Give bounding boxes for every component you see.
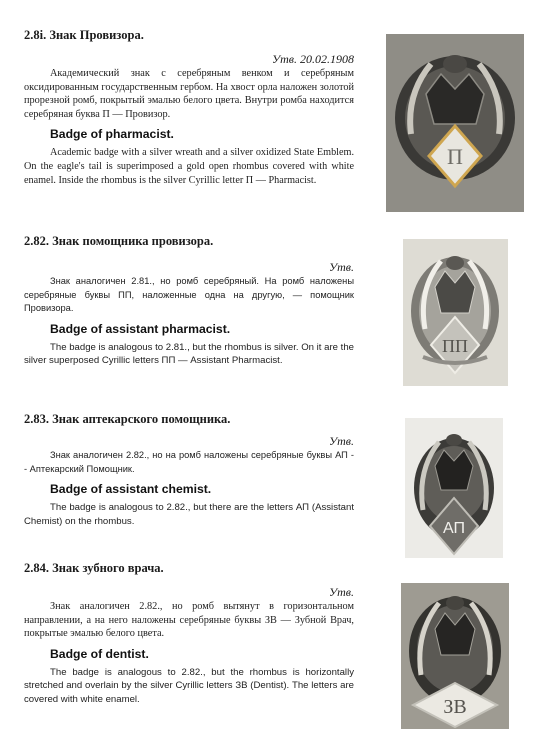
assistant-chemist-badge-photo bbox=[405, 418, 503, 558]
approval-date: Утв. bbox=[329, 434, 354, 448]
english-description: The badge is analogous to 2.81., but the rhombus is silver. On it are the silver superposed Cyrillic letters ПП — Assistant Pharmacist. bbox=[24, 341, 354, 367]
svg-text:ПП: ПП bbox=[442, 336, 468, 356]
svg-text:АП: АП bbox=[443, 520, 465, 537]
entry-assistant-pharmacist bbox=[24, 234, 354, 368]
entry-heading: 2.83. Знак аптекарского помощника. bbox=[24, 412, 231, 426]
russian-description: Академический знак с серебряным венком и серебряным оксидированным государственным гербом. На хвост орла наложен золотой прорезной ромб, покрытый эмалью белого цвета. Внутри ромба находится серебряная буква П — Провизор. bbox=[24, 68, 354, 120]
entry-heading: 2.82. Знак помощника провизора. bbox=[24, 234, 214, 248]
english-title: Badge of assistant chemist. bbox=[50, 482, 212, 497]
approval-date: Утв. bbox=[329, 260, 354, 274]
svg-text:ЗВ: ЗВ bbox=[443, 696, 467, 718]
russian-description: Знак аналогичен 2.82., но ромб вытянут в горизонтальном направлении, а на него наложены серебряные буквы ЗВ — Зубной Врач, покрытые эмалью белого цвета. bbox=[24, 601, 354, 640]
entry-assistant-chemist bbox=[24, 412, 354, 528]
dentist-badge-photo bbox=[401, 583, 509, 729]
english-title: Badge of dentist. bbox=[50, 646, 149, 661]
pharmacist-badge-photo bbox=[386, 34, 524, 212]
assistant-pharmacist-badge-photo bbox=[403, 239, 508, 386]
approval-date: Утв. 20.02.1908 bbox=[272, 52, 354, 66]
entry-pharmacist bbox=[24, 28, 354, 187]
english-description: Academic badge with a silver wreath and a silver oxidized State Emblem. On the eagle's tail is superimposed a gold open rhombus covered with white enamel. Inside the rhombus is the silver Cyrillic letter П — Pharmacist. bbox=[24, 147, 354, 186]
russian-description: Знак аналогичен 2.82., но на ромб наложены серебряные буквы АП - - Аптекарский Помощник. bbox=[24, 450, 354, 474]
svg-text:П: П bbox=[447, 144, 463, 169]
entry-heading: 2.8i. Знак Провизора. bbox=[24, 28, 144, 42]
english-description: The badge is analogous to 2.82., but the rhombus is horizontally stretched and overlain by the silver Cyrillic letters ЗВ (Dentist). The letters are covered with white enamel. bbox=[24, 666, 354, 705]
english-description: The badge is analogous to 2.82., but there are the letters АП (Assistant Chemist) on the rhombus. bbox=[24, 502, 354, 527]
russian-description: Знак аналогичен 2.81., но ромб серебряный. На ромб наложены серебряные буквы ПП, наложенные одна на другую, — помощник Провизора. bbox=[24, 276, 354, 314]
entry-heading: 2.84. Знак зубного врача. bbox=[24, 561, 164, 575]
english-title: Badge of assistant pharmacist. bbox=[50, 321, 231, 336]
english-title: Badge of pharmacist. bbox=[50, 127, 174, 142]
approval-date: Утв. bbox=[329, 585, 354, 599]
entry-dentist bbox=[24, 561, 354, 707]
